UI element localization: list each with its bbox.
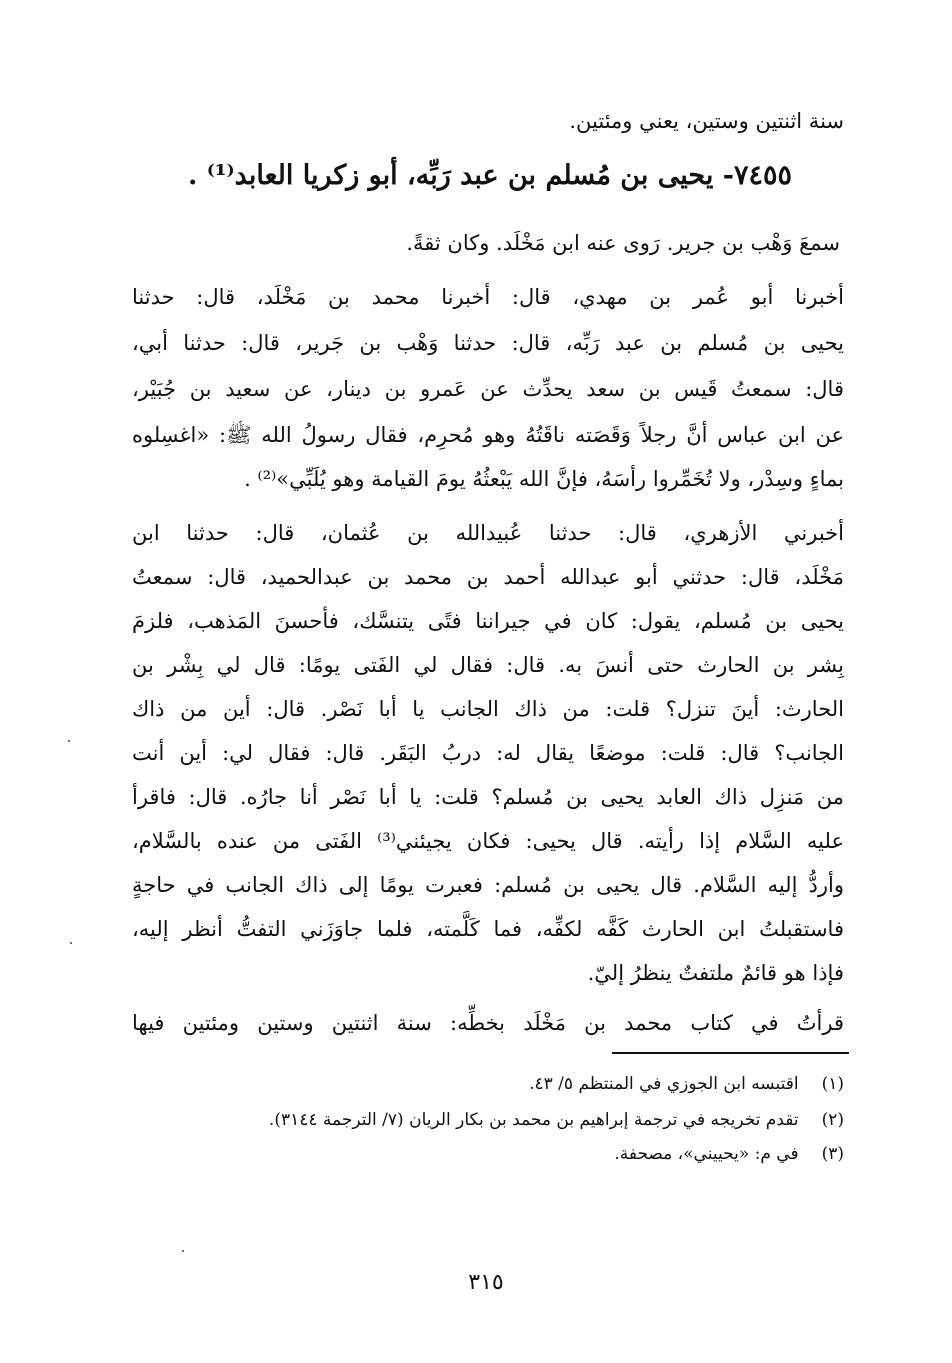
- para2-line-10: فاستقبلتُ ابن الحارث كَفَّه لكفِّه، فما كَلَّمته، فلما جاوَزَني التفتُّ أنظر إليه،: [132, 917, 844, 941]
- para2-line-4: بِشر بن الحارث حتى أنسَ به. قال: فقال لي الفَتى يومًا: قال لي بِشْر بن: [132, 653, 844, 677]
- para2-line-7: من مَنزِل ذاك العابد يحيى بن مُسلم؟ قلت: يا أبا نَصْر أنا جارُه. قال: فاقرأ: [132, 785, 844, 809]
- entry-heading: ٧٤٥٥- يحيى بن مُسلم بن عبد رَبِّه، أبو زكريا العابد⁽¹⁾ .: [187, 160, 792, 191]
- footnote-1-number: (١): [821, 1074, 844, 1094]
- top-line: سنة اثنتين وستين، يعني ومئتين.: [569, 109, 844, 133]
- page-number: ٣١٥: [468, 1270, 504, 1295]
- para2-line-1: أخبرني الأزهري، قال: حدثنا عُبيدالله بن عُثمان، قال: حدثنا ابن: [132, 521, 844, 545]
- footnote-2-number: (٢): [821, 1110, 844, 1130]
- para1-line-5: بماءٍ وسِدْر، ولا تُخَمِّروا رأسَهُ، فإنَّ الله يَبْعثُهُ يومَ القيامة وهو يُلَبِّي»⁽²⁾ .: [244, 467, 844, 491]
- footnote-separator: [612, 1052, 849, 1054]
- para2-line-11: فإذا هو قائمٌ ملتفتٌ ينظرُ إليّ.: [587, 961, 844, 985]
- para2-line-3: يحيى بن مُسلم، يقول: كان في جيراننا فتًى يتنسَّك، فأحسنَ المَذهب، فلزمَ: [132, 609, 844, 633]
- entry-intro: سمعَ وَهْب بن جرير. رَوى عنه ابن مَخْلَد. وكان ثقةً.: [406, 231, 840, 255]
- footnote-2-text: تقدم تخريجه في ترجمة إبراهيم بن محمد بن بكار الريان (٧/ الترجمة ٣١٤٤).: [268, 1110, 799, 1130]
- footnote-2: [269, 1108, 844, 1132]
- scan-speck: [68, 740, 70, 742]
- para2-line-8: عليه السَّلام إذا رأيته. قال يحيى: فكان يجيئني⁽³⁾ الفَتى من عنده بالسَّلام،: [132, 829, 844, 853]
- scan-speck: [70, 942, 72, 944]
- para1-line-1: أخبرنا أبو عُمر بن مهدي، قال: أخبرنا محمد بن مَخْلَد، قال: حدثنا: [132, 285, 844, 309]
- para1-line-3: قال: سمعتُ قَيس بن سعد يحدِّث عن عَمرو بن دينار، عن سعيد بن جُبَيْر،: [132, 377, 844, 401]
- para2-line-5: الحارث: أينَ تنزل؟ قلت: من ذاك الجانب يا أبا نَصْر. قال: أين من ذاك: [132, 697, 844, 721]
- para2-line-6: الجانب؟ قال: قلت: موضعًا يقال له: دربُ البَقَر. قال: فقال لي: أين أنت: [132, 741, 844, 765]
- para2-line-9: وأردُّ إليه السَّلام. قال يحيى بن مُسلم: فعبرت يومًا إلى ذاك الجانب في حاجةٍ: [132, 873, 844, 897]
- footnote-3-number: (٣): [821, 1144, 844, 1164]
- para2-line-2: مَخْلَد، قال: حدثني أبو عبدالله أحمد بن محمد بن عبدالحميد، قال: سمعتُ: [132, 565, 844, 589]
- footnote-1: [529, 1072, 844, 1096]
- footnote-1-text: اقتبسه ابن الجوزي في المنتظم ٥/ ٤٣.: [529, 1074, 799, 1094]
- scan-speck: [182, 1250, 184, 1252]
- footnote-3-text: في م: «يحييني»، مصحفة.: [614, 1144, 799, 1164]
- para1-line-4: عن ابن عباس أنَّ رجلاً وَقَصَته ناقَتُهُ وهو مُحرِم، فقال رسولُ الله ﷺ: «اغسِلوه: [132, 423, 844, 447]
- footnote-3: [614, 1142, 844, 1166]
- para1-line-2: يحيى بن مُسلم بن عبد رَبِّه، قال: حدثنا وَهْب بن جَرير، قال: حدثنا أبي،: [132, 331, 844, 355]
- para3-line-1: قرأتُ في كتاب محمد بن مَخْلَد بخطِّه: سنة اثنتين وستين ومئتين فيها: [132, 1011, 844, 1035]
